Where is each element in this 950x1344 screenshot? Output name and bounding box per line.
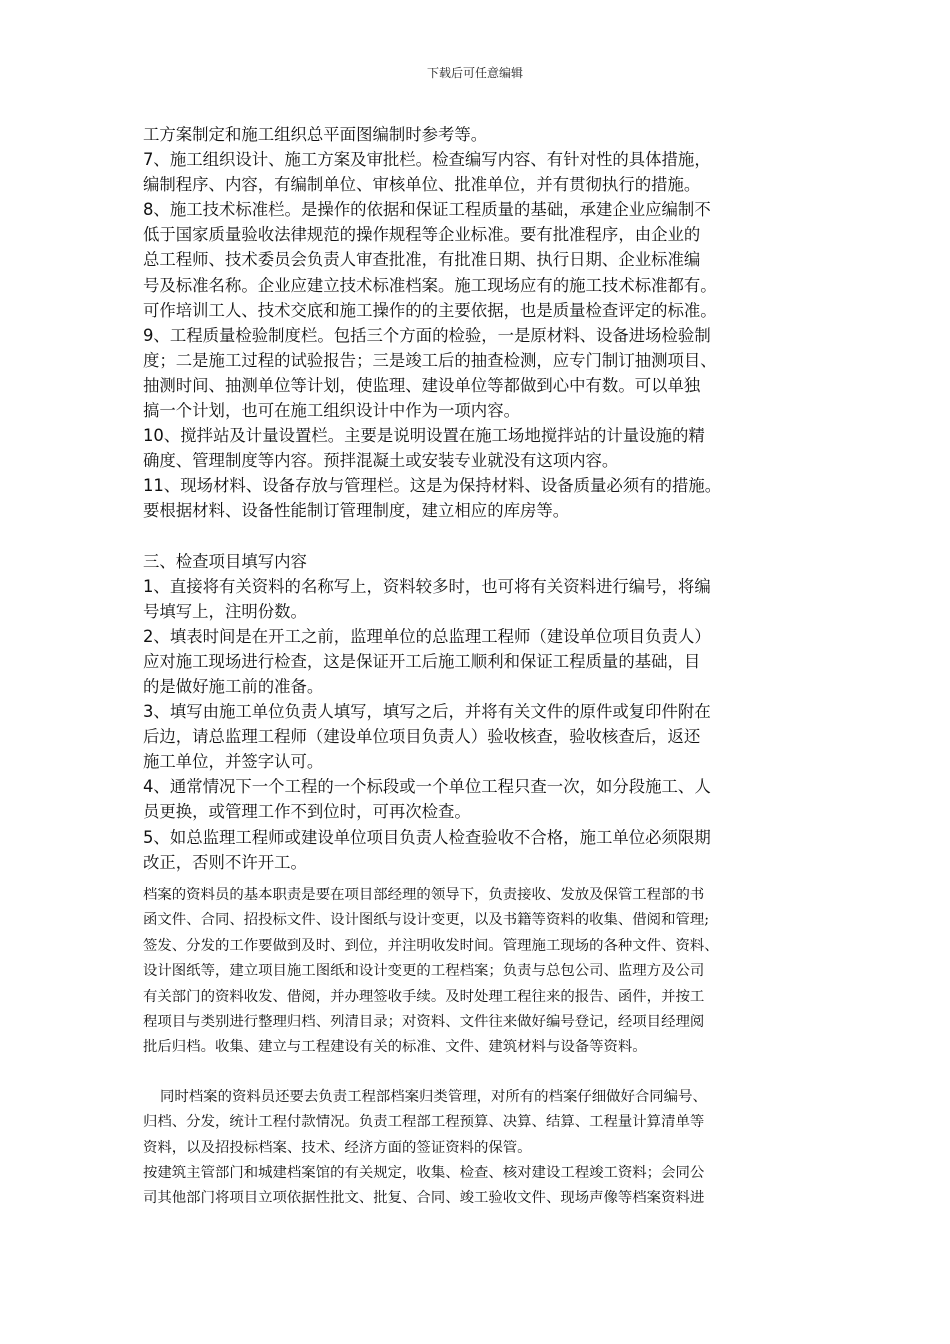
text-line: 应对施工现场进行检查，这是保证开工后施工顺利和保证工程质量的基础，目 bbox=[143, 651, 701, 671]
text-line: 11、现场材料、设备存放与管理栏。这是为保持材料、设备质量必须有的措施。 bbox=[143, 476, 722, 496]
text-line: 可作培训工人、技术交底和施工操作的的主要依据，也是质量检查评定的标准。 bbox=[143, 300, 717, 320]
section-archivist-duties bbox=[143, 883, 813, 1212]
text-line: 度；二是施工过程的试验报告；三是竣工后的抽查检测，应专门制订抽测项目、 bbox=[143, 350, 717, 370]
text-line: 按建筑主管部门和城建档案馆的有关规定，收集、检查、核对建设工程竣工资料；会同公 bbox=[143, 1165, 705, 1182]
text-line: 7、施工组织设计、施工方案及审批栏。检查编写内容、有针对性的具体措施， bbox=[143, 150, 711, 170]
text-line: 确度、管理制度等内容。预拌混凝土或安装专业就没有这项内容。 bbox=[143, 451, 619, 471]
text-line: 3、填写由施工单位负责人填写，填写之后，并将有关文件的原件或复印件附在 bbox=[143, 702, 711, 722]
text-line: 5、如总监理工程师或建设单位项目负责人检查验收不合格，施工单位必须限期 bbox=[143, 827, 711, 847]
text-line: 签发、分发的工作要做到及时、到位，并注明收发时间。管理施工现场的各种文件、资料、 bbox=[143, 937, 719, 954]
text-line: 司其他部门将项目立项依据性批文、批复、合同、竣工验收文件、现场声像等档案资料进 bbox=[143, 1190, 705, 1207]
text-line: 函文件、合同、招投标文件、设计图纸与设计变更，以及书籍等资料的收集、借阅和管理; bbox=[143, 912, 710, 929]
text-line: 工方案制定和施工组织总平面图编制时参考等。 bbox=[143, 125, 488, 144]
text-line: 资料，以及招投标档案、技术、经济方面的签证资料的保管。 bbox=[143, 1139, 532, 1156]
text-line: 员更换，或管理工作不到位时，可再次检查。 bbox=[143, 802, 471, 822]
text-line: 有关部门的资料收发、借阅，并办理签收手续。及时处理工程往来的报告、函件，并按工 bbox=[143, 988, 705, 1005]
text-line: 4、通常情况下一个工程的一个标段或一个单位工程只查一次，如分段施工、人 bbox=[143, 777, 711, 797]
text-line: 9、工程质量检验制度栏。包括三个方面的检验，一是原材料、设备进场检验制 bbox=[143, 325, 711, 345]
text-line: 1、直接将有关资料的名称写上，资料较多时，也可将有关资料进行编号，将编 bbox=[143, 576, 711, 596]
text-line: 抽测时间、抽测单位等计划，使监理、建设单位等都做到心中有数。可以单独 bbox=[143, 375, 701, 395]
text-line: 同时档案的资料员还要去负责工程部档案归类管理，对所有的档案仔细做好合同编号、 bbox=[160, 1088, 707, 1105]
text-line: 低于国家质量验收法律规范的操作规程等企业标准。要有批准程序，由企业的 bbox=[143, 225, 701, 245]
text-line: 后边，请总监理工程师（建设单位项目负责人）验收核查，验收核查后，返还 bbox=[143, 727, 701, 747]
text-line: 编制程序、内容，有编制单位、审核单位、批准单位，并有贯彻执行的措施。 bbox=[143, 175, 701, 195]
text-line: 档案的资料员的基本职责是要在项目部经理的领导下，负责接收、发放及保管工程部的书 bbox=[143, 887, 705, 903]
text-line: 号及标准名称。企业应建立技术标准档案。施工现场应有的施工技术标准都有。 bbox=[143, 275, 717, 295]
text-line: 号填写上，注明份数。 bbox=[143, 601, 307, 621]
text-line: 改正，否则不许开工。 bbox=[143, 852, 307, 872]
page-header: 下载后可任意编辑 bbox=[426, 66, 523, 80]
text-line: 归档、分发，统计工程付款情况。负责工程部工程预算、决算、结算、工程量计算清单等 bbox=[143, 1114, 705, 1131]
section-construction-notes bbox=[143, 122, 813, 875]
paragraph-gap bbox=[143, 1061, 813, 1085]
text-line: 要根据材料、设备性能制订管理制度，建立相应的库房等。 bbox=[143, 501, 570, 521]
text-line: 10、搅拌站及计量设置栏。主要是说明设置在施工场地搅拌站的计量设施的精 bbox=[143, 426, 705, 446]
section-heading: 三、检查项目填写内容 bbox=[143, 551, 307, 571]
text-line: 施工单位，并签字认可。 bbox=[143, 752, 324, 772]
text-line: 程项目与类别进行整理归档、列清目录；对资料、文件往来做好编号登记，经项目经理阅 bbox=[143, 1014, 705, 1031]
text-line: 搞一个计划，也可在施工组织设计中作为一项内容。 bbox=[143, 401, 520, 421]
text-line: 总工程师、技术委员会负责人审查批准，有批准日期、执行日期、企业标准编 bbox=[143, 250, 701, 270]
text-line: 8、施工技术标准栏。是操作的依据和保证工程质量的基础，承建企业应编制不 bbox=[143, 200, 711, 220]
text-line: 批后归档。收集、建立与工程建设有关的标准、文件、建筑材料与设备等资料。 bbox=[143, 1039, 647, 1056]
text-line: 2、填表时间是在开工之前，监理单位的总监理工程师（建设单位项目负责人） bbox=[143, 626, 711, 646]
paragraph-gap bbox=[143, 524, 813, 549]
text-line: 的是做好施工前的准备。 bbox=[143, 676, 324, 696]
text-line: 设计图纸等，建立项目施工图纸和设计变更的工程档案；负责与总包公司、监理方及公司 bbox=[143, 963, 705, 980]
